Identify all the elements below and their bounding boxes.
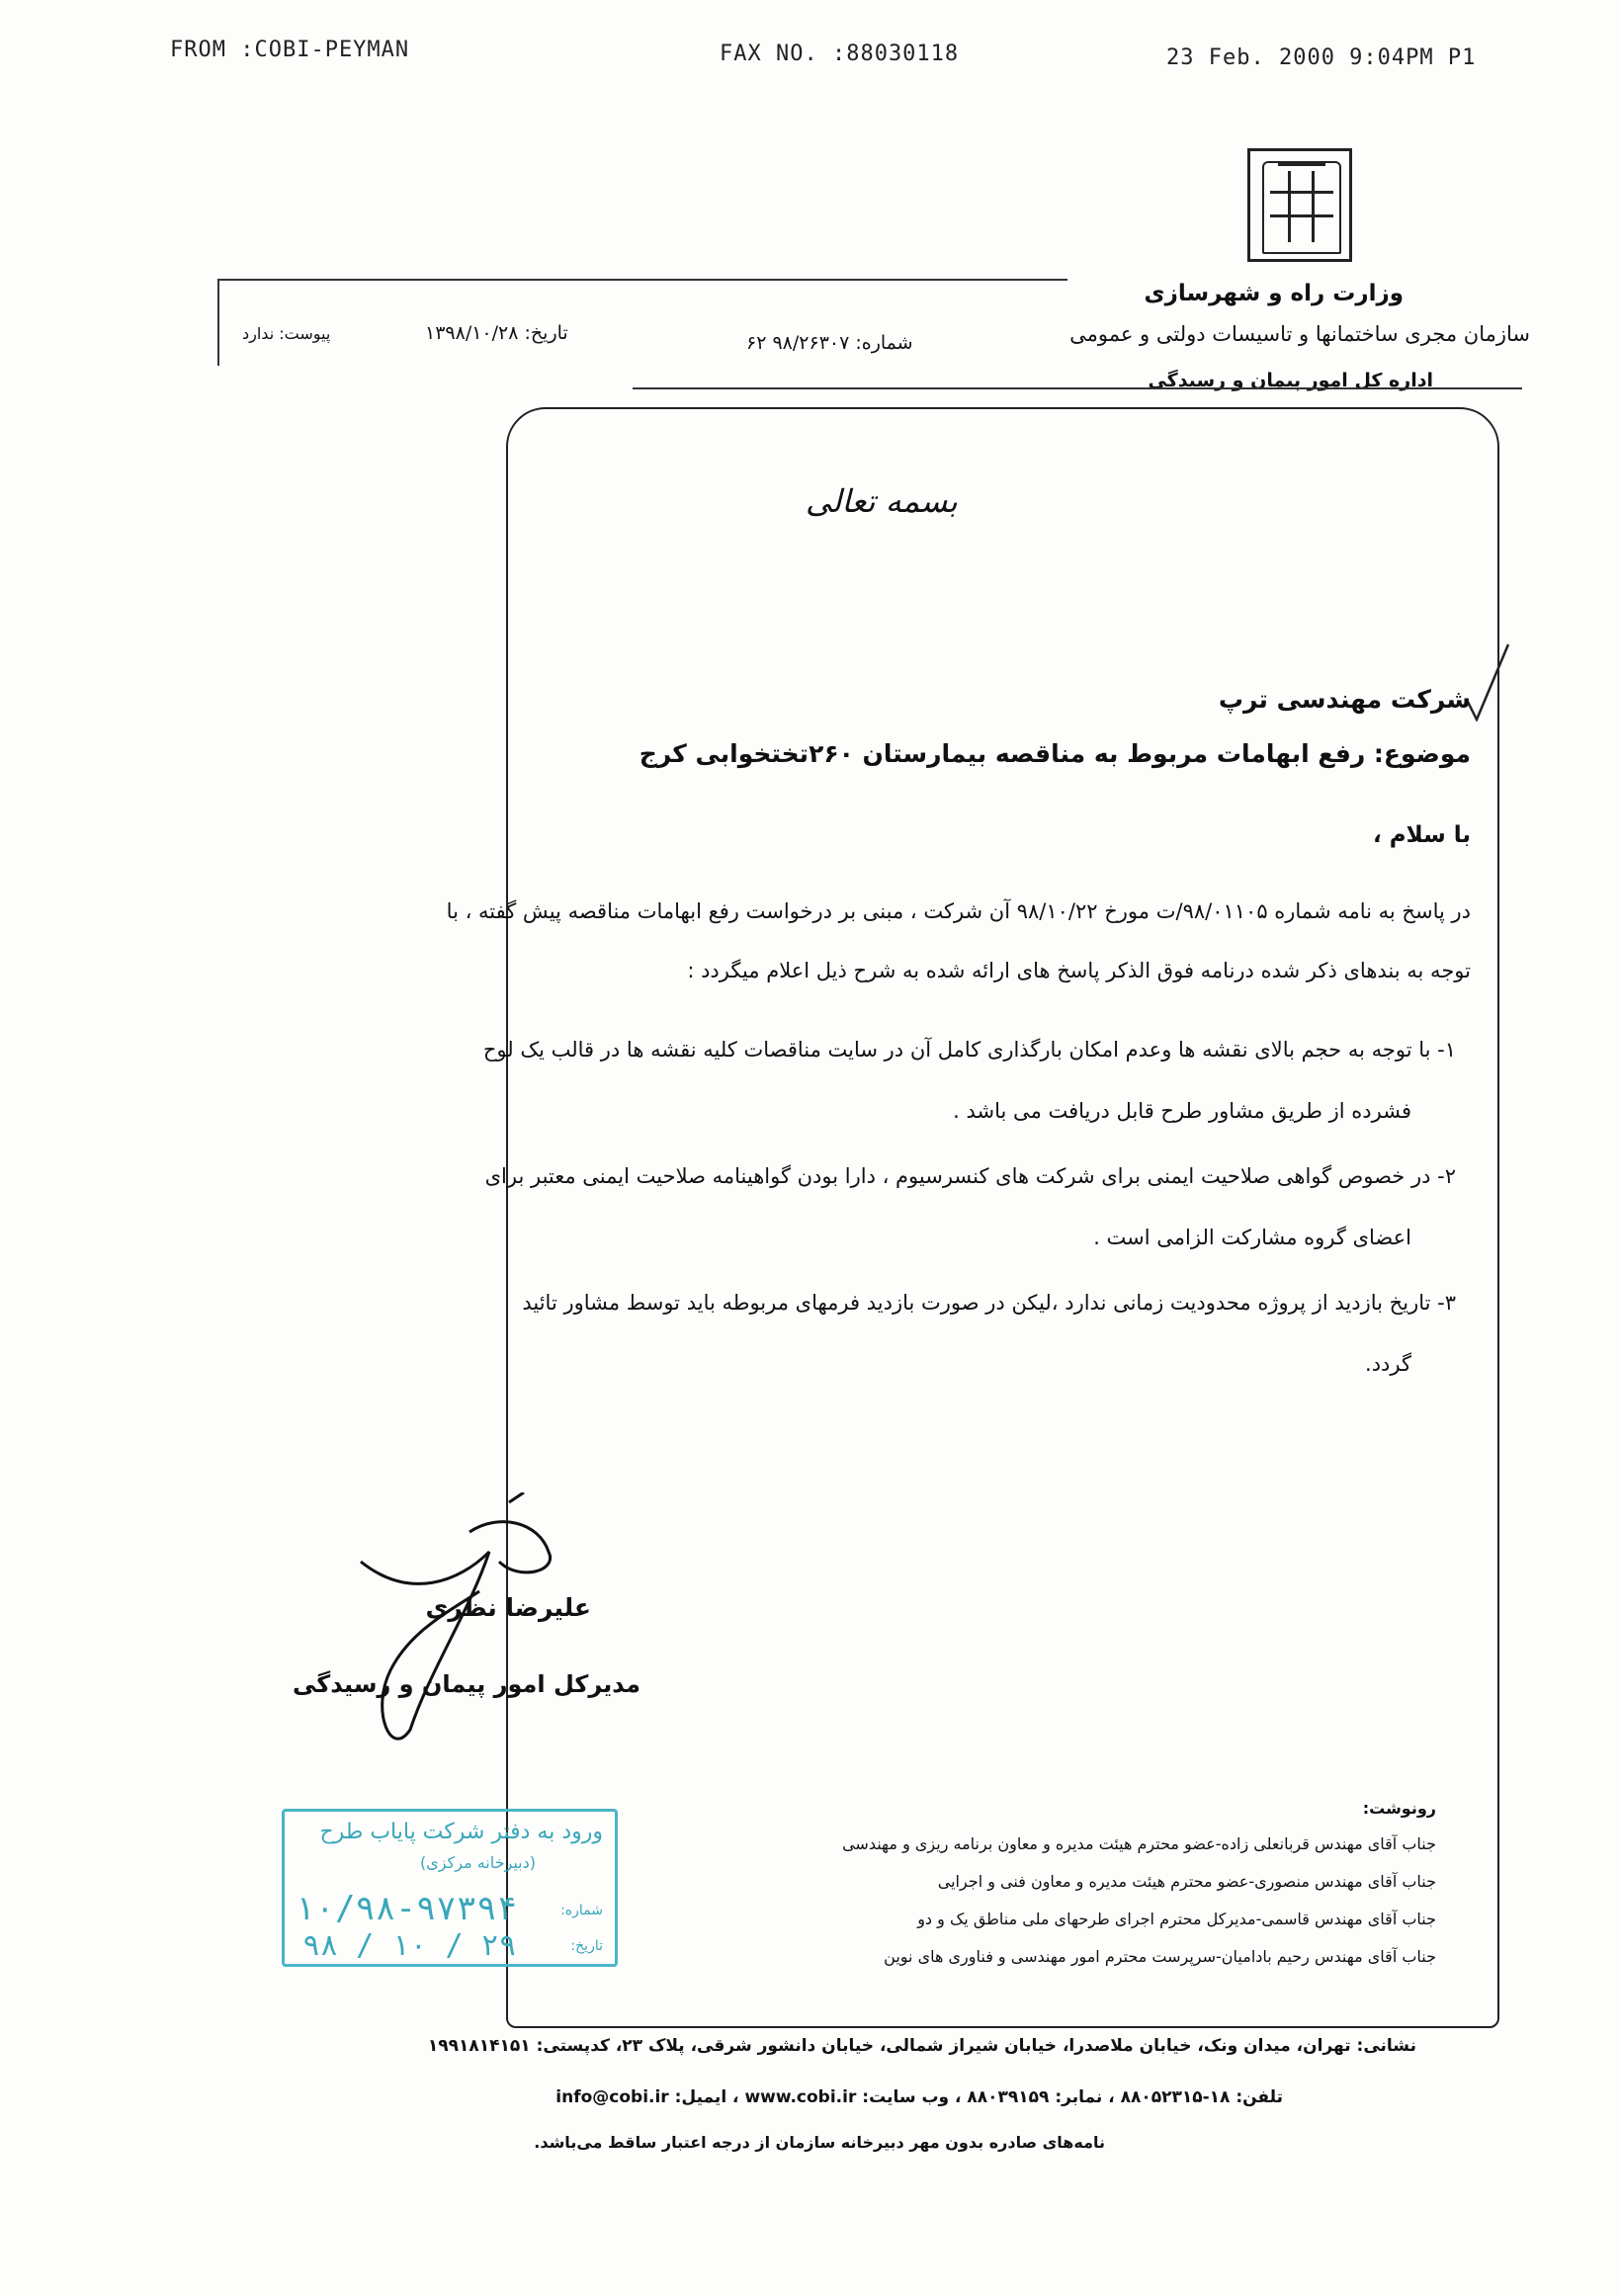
handwritten-signature: [351, 1492, 578, 1759]
ministry-name: وزارت راه و شهرسازی: [1144, 281, 1404, 306]
fax-date-time: 23 Feb. 2000 9:04PM P1: [1166, 45, 1477, 70]
footer-notice: نامه‌های صادره بدون مهر دبیرخانه سازمان از درجه اعتبار ساقط می‌باشد.: [534, 2133, 1105, 2152]
header-rule-left: [217, 279, 219, 366]
stamp-number-label: شماره:: [560, 1903, 603, 1918]
signer-name: علیرضا نظری: [425, 1593, 591, 1622]
cc-line: جناب آقای مهندس قربانعلی زاده-عضو محترم هیئت مدیره و معاون برنامه ریزی و مهندسی: [842, 1834, 1436, 1853]
footer-address: نشانی: تهران، میدان ونک، خیابان ملاصدرا، خیابان شیراز شمالی، خیابان دانشور شرقی، پلاک ۲۳، کدپستی: ۱۹۹۱۸۱۴۱۵۱: [427, 2036, 1416, 2056]
header-rule-bottom: [633, 387, 1522, 389]
header-rule-top: [217, 279, 1067, 281]
cc-line: جناب آقای مهندس رحیم بادامیان-سرپرست محترم امور مهندسی و فناوری های نوین: [884, 1947, 1436, 1966]
letter-attachment-label: پیوست:: [279, 324, 331, 343]
intro-line-2: توجه به بندهای ذکر شده درنامه فوق الذکر پاسخ های ارائه شده به شرح ذیل اعلام میگردد :: [687, 959, 1471, 982]
stamp-number-value: ۱۰/۹۸-۹۷۳۹۴: [295, 1889, 518, 1928]
greeting: با سلام ،: [1373, 822, 1471, 848]
item-2-line-2: اعضای گروه مشارکت الزامی است .: [1093, 1226, 1411, 1249]
letter-date: [425, 322, 568, 344]
item-1-line-2: فشرده از طریق مشاور طرح قابل دریافت می باشد .: [953, 1099, 1411, 1123]
cc-line: جناب آقای مهندس منصوری-عضو محترم هیئت مدیره و معاون فنی و اجرایی: [937, 1872, 1436, 1891]
letter-number: [746, 332, 913, 354]
received-stamp: [282, 1809, 618, 1967]
cc-label: رونوشت:: [1362, 1799, 1436, 1818]
item-3-line-1: ۳- تاریخ بازدید از پروژه محدودیت زمانی ندارد ،لیکن در صورت بازدید فرمهای مربوطه باید توسط مشاور تائید: [522, 1291, 1456, 1315]
letter-number-label: شماره:: [855, 332, 913, 354]
letter-date-value: ۱۳۹۸/۱۰/۲۸: [425, 322, 519, 344]
recipient: شرکت مهندسی ترپ: [1218, 685, 1471, 714]
subject: موضوع: رفع ابهامات مربوط به مناقصه بیمارستان ۲۶۰تختخوابی کرج: [639, 739, 1471, 768]
item-2-line-1: ۲- در خصوص گواهی صلاحیت ایمنی برای شرکت های کنسرسیوم ، دارا بودن گواهینامه صلاحیت ایمنی معتبر برای: [484, 1164, 1456, 1188]
item-1-line-1: ۱- با توجه به حجم بالای نقشه ها وعدم امکان بارگذاری کامل آن در سایت مناقصات کلیه نقشه ها در قالب یک لوح: [482, 1038, 1456, 1062]
letter-number-value: ۹۸/۲۶۳۰۷ ۶۲: [746, 332, 850, 354]
stamp-subtitle: (دبیرخانه مرکزی): [420, 1853, 536, 1872]
stamp-title: ورود به دفتر شرکت پایاب طرح: [319, 1820, 603, 1844]
fax-from: FROM :COBI-PEYMAN: [170, 38, 410, 62]
fax-number: FAX NO. :88030118: [720, 42, 960, 66]
department-name: اداره کل امور پیمان و رسیدگی: [1148, 370, 1433, 391]
organization-name: سازمان مجری ساختمانها و تاسیسات دولتی و عمومی: [1069, 322, 1530, 346]
signer-title: مدیرکل امور پیمان و رسیدگی: [292, 1670, 640, 1698]
ministry-logo: [1247, 148, 1352, 262]
stamp-date-value: ۹۸ / ۱۰ / ۲۹: [302, 1928, 517, 1963]
intro-line-1: در پاسخ به نامه شماره ۹۸/۰۱۱۰۵/ت مورخ ۹۸/۱۰/۲۲ آن شرکت ، مبنی بر درخواست رفع ابهامات مناقصه پیش گفته ، با: [446, 899, 1471, 923]
cc-line: جناب آقای مهندس قاسمی-مدیرکل محترم اجرای طرحهای ملی مناطق یک و دو: [917, 1910, 1436, 1928]
letter-attachment-value: ندارد: [242, 324, 275, 343]
item-3-line-2: گردد.: [1365, 1352, 1411, 1376]
letter-date-label: تاریخ:: [524, 322, 568, 344]
letter-body-frame: [506, 407, 1499, 2028]
letter-attachment: [242, 324, 330, 343]
footer-contact: تلفن: ۱۸-۸۸۰۵۲۳۱۵ ، نمابر: ۸۸۰۳۹۱۵۹ ، وب سایت: www.cobi.ir ، ایمیل: info@cobi.ir: [555, 2087, 1283, 2107]
stamp-date-label: تاریخ:: [570, 1938, 603, 1954]
invocation: بسمه تعالی: [806, 482, 958, 520]
